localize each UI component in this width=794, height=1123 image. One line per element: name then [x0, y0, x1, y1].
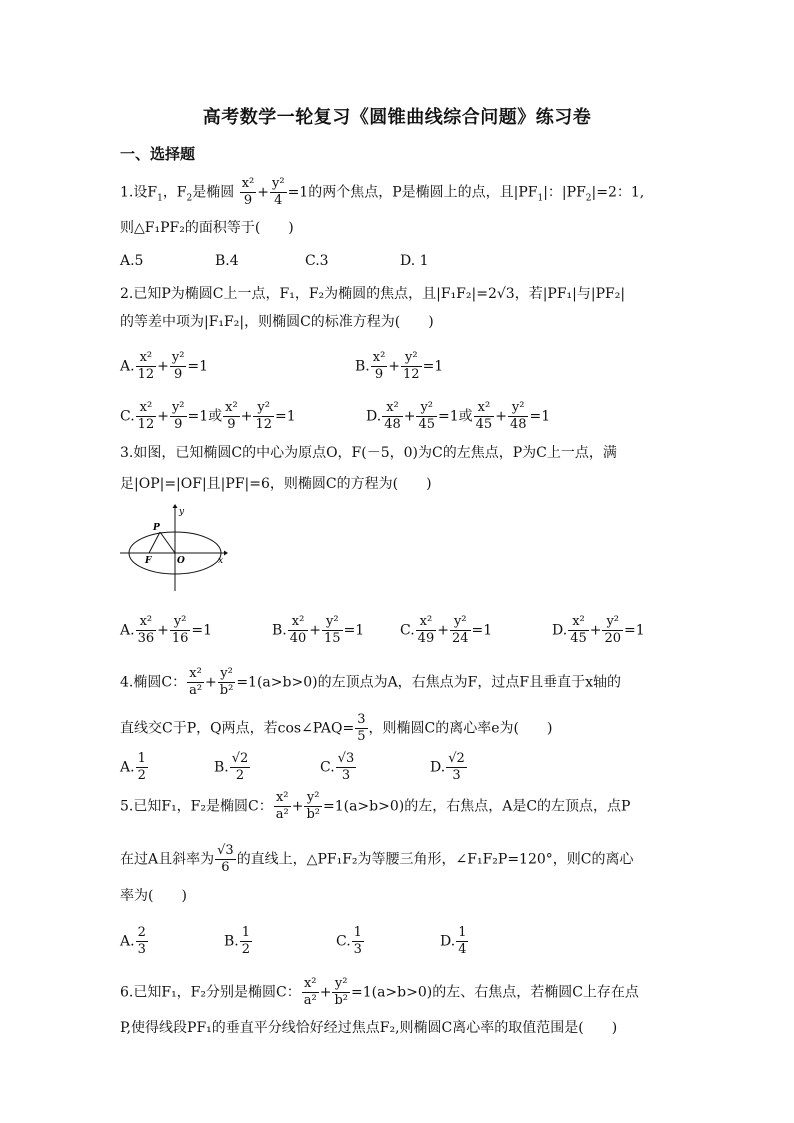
q2-line2: 的等差中项为|F₁F₂|，则椭圆C的标准方程为( ) — [120, 314, 434, 330]
q4-option-d: D. $\frac{√2}{3}$ — [430, 751, 465, 783]
q3-option-a: A. $\frac{\text{x²}}{36}$ + $\frac{\text{y²}}{16}$ =1 — [120, 614, 213, 646]
q3-option-b: B. $\frac{\text{x²}}{40}$ + $\frac{\text{y²}}{15}$ =1 — [272, 614, 365, 646]
label-p: P — [153, 523, 160, 533]
q1-option-a: A.5 — [120, 253, 144, 269]
label-f: F — [145, 556, 152, 566]
q2-option-a: A. $\frac{\text{x²}}{12}$ + $\frac{\text{y²}}{9}$ =1 — [120, 350, 209, 382]
label-y: y — [179, 507, 185, 517]
q4-option-c: C. $\frac{√3}{3}$ — [320, 751, 355, 783]
q2-option-c: C. $\frac{\text{x²}}{12}$ + $\frac{\text{y²}}{9}$ =1或 $\frac{\text{x²}}{9}$ + $\frac{\text{y²}}{12}$ =1 — [120, 400, 296, 432]
q1-option-b: B.4 — [215, 253, 239, 269]
q4-line1: 4.椭圆C： $\frac{\text{x²}}{\text{a²}}$ + $\frac{\text{y²}}{\text{b²}}$ =1(a>b>0)的左顶点为A，右焦点为F，过点F且垂直于x轴的 — [120, 666, 621, 698]
q5-option-b: B. $\frac{1}{2}$ — [224, 925, 251, 957]
q1-line1: 1.设$F_1$，$F_2$是椭圆 $\frac{\text{x²}}{9}$ + $\frac{\text{y²}}{4}$ =1的两个焦点，P是椭圆上的点，且$|PF_1|$：$|PF_2|=2$：1, — [120, 176, 645, 208]
fraction: $\frac{\text{x²}}{9}$ — [241, 176, 255, 208]
q2-line1: 2.已知P为椭圆C上一点，F₁，F₂为椭圆的焦点，且|F₁F₂|=2√3，若|PF₁|与|PF₂| — [120, 286, 626, 302]
q4-option-a: A. $\frac{1}{2}$ — [120, 751, 146, 783]
q5-option-c: C. $\frac{1}{3}$ — [336, 925, 362, 957]
q6-line2: P,使得线段PF₁的垂直平分线恰好经过焦点F₂,则椭圆C离心率的取值范围是( ) — [120, 1020, 618, 1036]
label-o: O — [177, 556, 185, 566]
q5-option-d: D. $\frac{1}{4}$ — [440, 925, 467, 957]
q4-option-b: B. $\frac{√2}{2}$ — [214, 751, 249, 783]
q5-line1: 5.已知F₁，F₂是椭圆C： $\frac{\text{x²}}{\text{a²}}$ + $\frac{\text{y²}}{\text{b²}}$ =1(a>b>0)的左，右焦点，A是C的左顶点，点P — [120, 790, 631, 822]
q2-option-b: B. $\frac{\text{x²}}{9}$ + $\frac{\text{y²}}{12}$ =1 — [355, 350, 444, 382]
q4-line2: 直线交C于P，Q两点，若cos∠PAQ= $\frac{3}{5}$ ，则椭圆C的离心率e为( ) — [120, 712, 553, 744]
q6-line1: 6.已知F₁，F₂分别是椭圆C： $\frac{\text{x²}}{\text{a²}}$ + $\frac{\text{y²}}{\text{b²}}$ =1(a>b>0)的左、右焦点，若椭圆C上存在点 — [120, 976, 639, 1008]
q5-line2: 在过A且斜率为 $\frac{√3}{6}$ 的直线上，△PF₁F₂为等腰三角形，∠F₁F₂P=120°，则C的离心 — [120, 843, 634, 875]
page-title: 高考数学一轮复习《圆锥曲线综合问题》练习卷 — [202, 107, 592, 128]
q1-option-d: D. 1 — [400, 253, 429, 269]
q5-line3: 率为( ) — [120, 888, 187, 904]
fraction: $\frac{\text{y²}}{4}$ — [272, 176, 285, 208]
q3-line1: 3.如图，已知椭圆C的中心为原点O，F(－5，0)为C的左焦点，P为C上一点，满 — [120, 445, 617, 461]
q1-line2: 则△F₁PF₂的面积等于( ) — [120, 220, 294, 236]
x-axis-arrow — [224, 551, 228, 556]
ellipse-figure — [120, 503, 230, 593]
q5-option-a: A. $\frac{2}{3}$ — [120, 925, 146, 957]
label-x: x — [218, 556, 224, 566]
segment-po — [160, 532, 175, 553]
q3-line2: 足|OP|=|OF|且|PF|=6，则椭圆C的方程为( ) — [120, 476, 432, 492]
q3-option-d: D. $\frac{\text{x²}}{45}$ + $\frac{\text{y²}}{20}$ =1 — [552, 614, 645, 646]
q3-option-c: C. $\frac{\text{x²}}{49}$ + $\frac{\text{y²}}{24}$ =1 — [400, 614, 493, 646]
q2-option-d: D. $\frac{\text{x²}}{48}$ + $\frac{\text{y²}}{45}$ =1或 $\frac{\text{x²}}{45}$ + $\frac{\text{y²}}{48}$ =1 — [366, 400, 551, 432]
section-heading: 一、选择题 — [120, 145, 196, 163]
q1-option-c: C.3 — [305, 253, 329, 269]
y-axis-arrow — [173, 504, 178, 508]
